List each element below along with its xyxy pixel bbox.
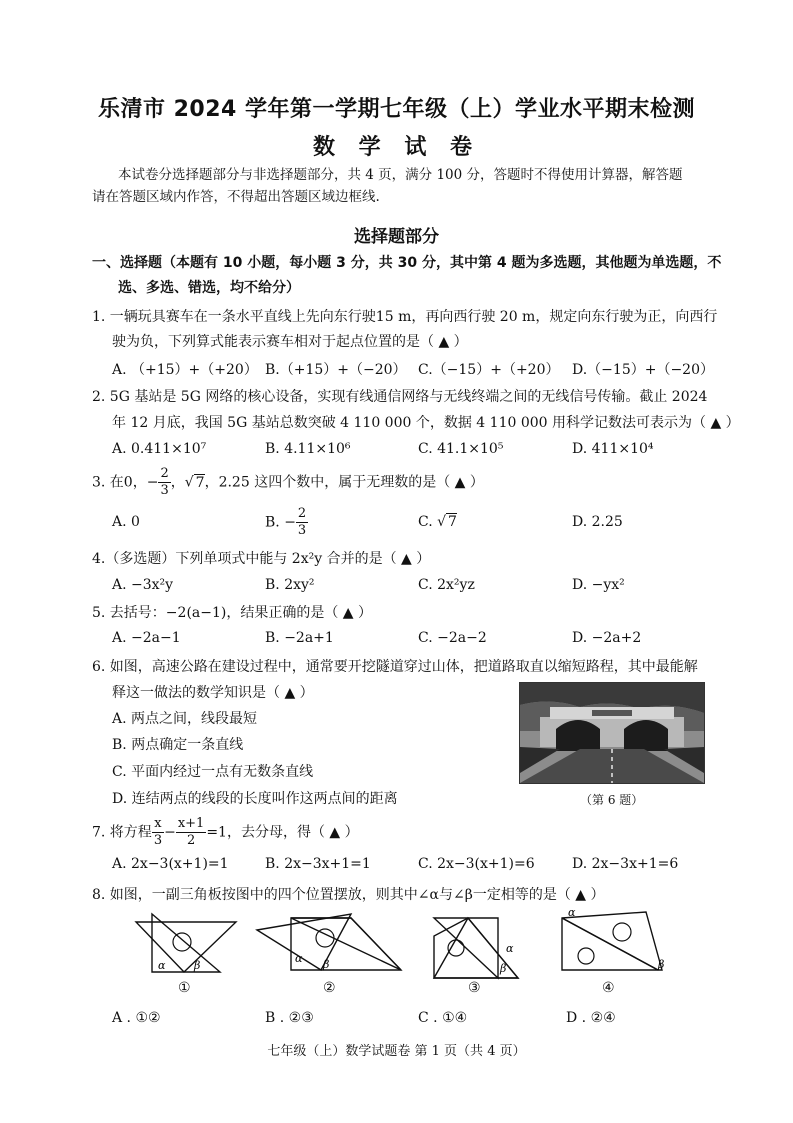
- q6-option-a: A. 两点之间，线段最短: [112, 711, 258, 727]
- q8-option-a: A . ①②: [112, 1010, 161, 1026]
- intro-line-1: 本试卷分选择题部分与非选择题部分，共 4 页，满分 100 分，答题时不得使用计算器，解答题: [118, 167, 683, 183]
- q3-stem-post: ，2.25 这四个数中，属于无理数的是（ ▲ ）: [204, 474, 484, 491]
- q8-fig2-alpha: α: [295, 952, 303, 965]
- q3-stem-mid: ，√: [170, 474, 194, 491]
- q1-option-c: C.（−15）+（+20）: [418, 362, 560, 378]
- q8-fig1-alpha: α: [158, 959, 166, 972]
- tunnel-photo: [519, 682, 705, 784]
- q6-figure-caption: （第 6 题）: [580, 793, 644, 807]
- q3-sqrt-value: 7: [195, 474, 205, 491]
- q1-option-a: A. （+15）+（+20）: [112, 362, 258, 378]
- section-title: 选择题部分: [354, 227, 439, 247]
- q2-option-d: D. 411×10⁴: [572, 441, 654, 457]
- q8-option-b: B . ②③: [265, 1010, 314, 1026]
- q3-stem: [92, 466, 484, 499]
- q7-fraction-2: $\frac{x+1}{2}$: [177, 816, 205, 848]
- q6-option-b: B. 两点确定一条直线: [112, 737, 244, 753]
- q8-fig1-beta: β: [194, 959, 201, 972]
- q8-fig4-label: ④: [602, 980, 615, 996]
- q3-option-b-fraction: $\frac{2}{3}$: [297, 506, 307, 538]
- q8-figure-4: [558, 904, 678, 988]
- q8-fig2-label: ②: [323, 980, 336, 996]
- part1-line-2: 选、多选、错选，均不给分）: [118, 280, 300, 296]
- q5-option-d: D. −2a+2: [572, 630, 642, 646]
- q1-option-b: B.（+15）+（−20）: [265, 362, 407, 378]
- q8-fig1-label: ①: [178, 980, 191, 996]
- q8-fig4-alpha: α: [568, 906, 576, 919]
- q4-option-a: A. −3x²y: [112, 577, 174, 593]
- q2-option-c: C. 41.1×10⁵: [418, 441, 504, 457]
- q2-stem-line-1: 2. 5G 基站是 5G 网络的核心设备，实现有线通信网络与无线终端之间的无线信号传输。截止 2024: [92, 389, 708, 405]
- q4-option-c: C. 2x²yz: [418, 577, 475, 593]
- q8-option-d: D . ②④: [566, 1010, 616, 1026]
- q2-option-a: A. 0.411×10⁷: [112, 441, 207, 457]
- q8-fig3-alpha: α: [506, 942, 514, 955]
- q1-stem-line-2: 驶为负，下列算式能表示赛车相对于起点位置的是（ ▲ ）: [112, 334, 468, 350]
- exam-title: 乐清市 2024 学年第一学期七年级（上）学业水平期末检测: [97, 97, 696, 122]
- q3-fraction: $\frac{2}{3}$: [160, 466, 169, 498]
- q4-option-b: B. 2xy²: [265, 577, 315, 593]
- q8-fig3-label: ③: [468, 980, 481, 996]
- intro-line-2: 请在答题区域内作答，不得超出答题区域边框线.: [92, 189, 380, 205]
- q8-option-c: C . ①④: [418, 1010, 468, 1026]
- q7-option-a: A. 2x−3(x+1)=1: [112, 856, 229, 872]
- q8-fig4-beta: β: [658, 958, 665, 971]
- q5-option-c: C. −2a−2: [418, 630, 487, 646]
- q5-option-a: A. −2a−1: [112, 630, 181, 646]
- page-footer: 七年级（上）数学试题卷 第 1 页（共 4 页）: [267, 1044, 526, 1059]
- q4-option-d: D. −yx²: [572, 577, 625, 593]
- q3-stem-pre: 3. 在0，−: [92, 474, 159, 491]
- q8-figure-1: [132, 910, 242, 990]
- q6-option-d: D. 连结两点的线段的长度叫作这两点间的距离: [112, 791, 398, 807]
- q1-stem-line-1: 1. 一辆玩具赛车在一条水平直线上先向东行驶15 m，再向西行驶 20 m，规定向东行驶为正，向西行: [92, 309, 718, 325]
- q7-option-d: D. 2x−3x+1=6: [572, 856, 679, 872]
- q5-stem: 5. 去括号：−2(a−1)，结果正确的是（ ▲ ）: [92, 605, 373, 621]
- q7-fraction-1: $\frac{x}{3}$: [153, 816, 163, 848]
- q7-option-b: B. 2x−3x+1=1: [265, 856, 371, 872]
- q3-option-c: C. √ 7: [418, 514, 457, 530]
- q8-fig3-beta: β: [500, 962, 507, 975]
- q5-option-b: B. −2a+1: [265, 630, 334, 646]
- q2-stem-line-2: 年 12 月底，我国 5G 基站总数突破 4 110 000 个，数据 4 110 000 用科学记数法可表示为（ ▲ ）: [112, 415, 740, 431]
- q8-stem: 8. 如图，一副三角板按图中的四个位置摆放，则其中∠α与∠β一定相等的是（ ▲ ）: [92, 887, 605, 903]
- part1-line-1: 一、选择题（本题有 10 小题，每小题 3 分，共 30 分，其中第 4 题为多选题，其他题为单选题，不: [92, 255, 722, 271]
- q7-option-c: C. 2x−3(x+1)=6: [418, 856, 535, 872]
- q8-figure-2: [255, 908, 405, 988]
- exam-subtitle: 数 学 试 卷: [313, 135, 480, 160]
- q3-option-b: B. − $\frac{2}{3}$: [265, 506, 307, 538]
- q6-option-c: C. 平面内经过一点有无数条直线: [112, 764, 314, 780]
- q4-stem: 4.（多选题）下列单项式中能与 2x²y 合并的是（ ▲ ）: [92, 551, 431, 567]
- q7-stem: 7. 将方程 $\frac{x}{3}$ − $\frac{x+1}{2}$ =1，去分母，得（ ▲ ）: [92, 816, 359, 848]
- q6-stem-line-1: 6. 如图，高速公路在建设过程中，通常要开挖隧道穿过山体，把道路取直以缩短路程，其中最能解: [92, 659, 698, 675]
- q8-fig2-beta: β: [323, 958, 330, 971]
- q3-option-d: D. 2.25: [572, 514, 623, 530]
- q2-option-b: B. 4.11×10⁶: [265, 441, 351, 457]
- q6-stem-line-2: 释这一做法的数学知识是（ ▲ ）: [112, 685, 314, 701]
- q3-option-a: A. 0: [112, 514, 140, 530]
- q8-figure-3: [428, 908, 528, 988]
- q1-option-d: D.（−15）+（−20）: [572, 362, 714, 378]
